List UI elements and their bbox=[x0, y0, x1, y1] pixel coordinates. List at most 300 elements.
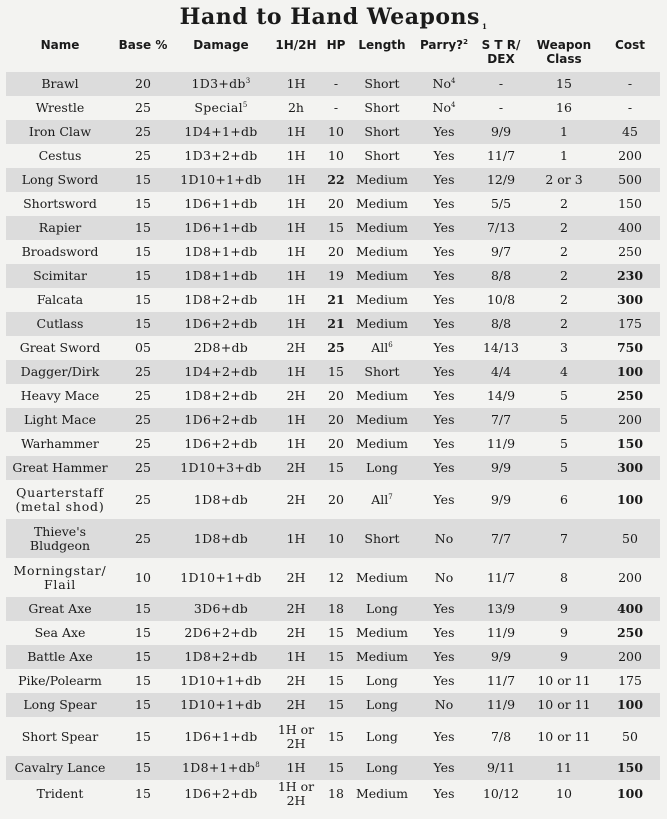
base-value: 25 bbox=[135, 388, 151, 403]
cell-parry bbox=[414, 72, 474, 96]
hp-value: 15 bbox=[328, 673, 344, 688]
base-value: 15 bbox=[135, 601, 151, 616]
weapon-name: Long Spear bbox=[23, 697, 97, 712]
length-value: Medium bbox=[355, 436, 409, 451]
cell-hp bbox=[322, 558, 350, 597]
cell-base bbox=[114, 216, 172, 240]
cell-hand bbox=[270, 408, 322, 432]
length-value: All bbox=[371, 340, 389, 355]
strdex-value: 8/8 bbox=[490, 268, 512, 283]
weapon-name-line2: Flail bbox=[43, 576, 77, 592]
cell-cost bbox=[600, 192, 660, 216]
cell-name bbox=[6, 216, 114, 240]
cell-weapon-class bbox=[528, 432, 600, 456]
strdex-value: 11/9 bbox=[486, 697, 516, 712]
hp-value: 19 bbox=[328, 268, 344, 283]
parry-value: Yes bbox=[433, 124, 455, 139]
col-header-hp: HP bbox=[326, 38, 346, 52]
cell-damage bbox=[172, 756, 270, 780]
cell-hand bbox=[270, 240, 322, 264]
cell-parry bbox=[414, 360, 474, 384]
cell-strdex bbox=[474, 456, 528, 480]
table-row bbox=[6, 192, 660, 216]
cell-hand bbox=[270, 597, 322, 621]
weapon-name: Light Mace bbox=[24, 412, 96, 427]
length-value: Medium bbox=[355, 316, 409, 331]
parry-value: Yes bbox=[433, 625, 455, 640]
cell-damage bbox=[172, 264, 270, 288]
cell-name bbox=[6, 621, 114, 645]
cell-length bbox=[350, 96, 414, 120]
cell-length bbox=[350, 168, 414, 192]
cell-cost bbox=[600, 72, 660, 96]
cell-strdex bbox=[474, 96, 528, 120]
cell-parry bbox=[414, 645, 474, 669]
cell-name bbox=[6, 384, 114, 408]
cell-hp bbox=[322, 408, 350, 432]
table-row bbox=[6, 669, 660, 693]
cost-value: 750 bbox=[616, 340, 644, 355]
table-row bbox=[6, 288, 660, 312]
cost-value: 200 bbox=[618, 569, 642, 585]
weapon-class-value: 8 bbox=[560, 569, 568, 585]
parry-value: No bbox=[434, 697, 454, 712]
cost-value: 50 bbox=[622, 728, 638, 744]
damage-value: 1D6+1+db bbox=[184, 220, 258, 235]
hp-value: 20 bbox=[328, 436, 344, 451]
cell-hp bbox=[322, 192, 350, 216]
weapon-class-value: 16 bbox=[556, 100, 572, 115]
cell-name bbox=[6, 72, 114, 96]
cell-length bbox=[350, 240, 414, 264]
hp-value: 18 bbox=[328, 601, 344, 616]
cell-length bbox=[350, 480, 414, 519]
cell-parry bbox=[414, 693, 474, 717]
cell-strdex bbox=[474, 597, 528, 621]
cost-value: 150 bbox=[618, 196, 642, 211]
cell-hp bbox=[322, 480, 350, 519]
damage-value: 3D6+db bbox=[193, 601, 249, 616]
cost-value: 400 bbox=[618, 220, 642, 235]
cell-weapon-class bbox=[528, 312, 600, 336]
cell-damage bbox=[172, 312, 270, 336]
cell-length bbox=[350, 72, 414, 96]
cell-length bbox=[350, 780, 414, 808]
damage-value: 1D6+1+db bbox=[184, 728, 258, 744]
hand-value: 1H bbox=[286, 649, 306, 664]
strdex-value: 10/12 bbox=[482, 786, 520, 801]
cost-value: 45 bbox=[622, 124, 638, 139]
weapon-class-value: 10 bbox=[556, 786, 572, 801]
cell-hp bbox=[322, 72, 350, 96]
weapon-name: Quarterstaff bbox=[16, 484, 104, 500]
cell-parry bbox=[414, 408, 474, 432]
cell-weapon-class bbox=[528, 645, 600, 669]
base-value: 25 bbox=[135, 460, 151, 475]
cell-parry bbox=[414, 288, 474, 312]
cell-parry bbox=[414, 120, 474, 144]
hp-value: 15 bbox=[328, 364, 344, 379]
hand-value: 2H bbox=[286, 625, 306, 640]
base-value: 25 bbox=[135, 124, 151, 139]
cell-name bbox=[6, 717, 114, 756]
cell-name bbox=[6, 519, 114, 558]
weapon-class-value: 1 bbox=[560, 148, 568, 163]
hand-value: 1H bbox=[286, 316, 306, 331]
base-value: 15 bbox=[135, 172, 151, 187]
damage-value: 1D8+2+db bbox=[184, 649, 258, 664]
cell-strdex bbox=[474, 480, 528, 519]
parry-value: Yes bbox=[433, 148, 455, 163]
cell-strdex bbox=[474, 693, 528, 717]
weapon-name: Cavalry Lance bbox=[14, 760, 106, 775]
header-row bbox=[6, 34, 660, 72]
parry-value: Yes bbox=[433, 649, 455, 664]
cell-base bbox=[114, 360, 172, 384]
weapon-class-value: 15 bbox=[556, 76, 572, 91]
weapon-class-value: 2 bbox=[560, 220, 568, 235]
weapon-class-value: 11 bbox=[556, 760, 572, 775]
cell-hp bbox=[322, 780, 350, 808]
hand-value: 1H bbox=[286, 76, 306, 91]
cell-length bbox=[350, 519, 414, 558]
cost-value: 150 bbox=[616, 436, 644, 451]
damage-value: 1D8+1+db bbox=[184, 268, 258, 283]
weapon-class-value: 2 bbox=[560, 292, 568, 307]
cell-cost bbox=[600, 336, 660, 360]
cell-weapon-class bbox=[528, 780, 600, 808]
cost-value: 250 bbox=[616, 388, 644, 403]
cell-weapon-class bbox=[528, 144, 600, 168]
hand-value: 1H bbox=[286, 196, 306, 211]
cell-hand bbox=[270, 168, 322, 192]
cell-hp bbox=[322, 120, 350, 144]
hp-value: 22 bbox=[327, 172, 345, 187]
cell-base bbox=[114, 240, 172, 264]
hp-value: 20 bbox=[328, 244, 344, 259]
cell-strdex bbox=[474, 216, 528, 240]
hp-value: 12 bbox=[328, 569, 344, 585]
cell-length bbox=[350, 717, 414, 756]
cell-strdex bbox=[474, 717, 528, 756]
cell-hand bbox=[270, 264, 322, 288]
cell-cost bbox=[600, 264, 660, 288]
damage-value: 1D10+3+db bbox=[180, 460, 262, 475]
cost-value: 200 bbox=[618, 412, 642, 427]
table-row bbox=[6, 456, 660, 480]
cell-cost bbox=[600, 456, 660, 480]
parry-value: No bbox=[434, 569, 454, 585]
hand-value: 1H bbox=[286, 148, 306, 163]
damage-value: 1D6+2+db bbox=[184, 786, 258, 801]
cell-hp bbox=[322, 96, 350, 120]
cost-value: 250 bbox=[618, 244, 642, 259]
weapon-class-value: 10 or 11 bbox=[537, 673, 591, 688]
length-value: Long bbox=[366, 728, 398, 744]
cell-name bbox=[6, 456, 114, 480]
cost-value: 250 bbox=[616, 625, 644, 640]
col-header-weapon-class: Weapon Class bbox=[536, 38, 592, 66]
cell-length bbox=[350, 432, 414, 456]
cell-parry bbox=[414, 96, 474, 120]
cell-length bbox=[350, 558, 414, 597]
cell-weapon-class bbox=[528, 264, 600, 288]
cell-base bbox=[114, 780, 172, 808]
parry-value: Yes bbox=[433, 244, 455, 259]
damage-value: 1D10+1+db bbox=[180, 172, 262, 187]
cell-weapon-class bbox=[528, 288, 600, 312]
base-value: 15 bbox=[135, 292, 151, 307]
cell-strdex bbox=[474, 144, 528, 168]
cell-weapon-class bbox=[528, 96, 600, 120]
cost-value: 50 bbox=[622, 530, 638, 546]
cell-hp bbox=[322, 519, 350, 558]
parry-value: No bbox=[432, 100, 451, 115]
base-value: 15 bbox=[135, 220, 151, 235]
hp-value: 10 bbox=[328, 530, 344, 546]
cell-weapon-class bbox=[528, 384, 600, 408]
hand-value: 1H bbox=[286, 124, 306, 139]
length-value: Short bbox=[364, 124, 400, 139]
table-row bbox=[6, 240, 660, 264]
cost-value: 100 bbox=[616, 364, 644, 379]
base-value: 25 bbox=[135, 100, 151, 115]
weapon-name: Sea Axe bbox=[34, 625, 86, 640]
table-row bbox=[6, 120, 660, 144]
strdex-value: 12/9 bbox=[486, 172, 516, 187]
cell-hand bbox=[270, 120, 322, 144]
cell-damage bbox=[172, 669, 270, 693]
cell-cost bbox=[600, 288, 660, 312]
cost-value: 200 bbox=[618, 649, 642, 664]
cell-weapon-class bbox=[528, 558, 600, 597]
cell-cost bbox=[600, 144, 660, 168]
weapon-class-value: 9 bbox=[560, 649, 568, 664]
cell-name bbox=[6, 669, 114, 693]
parry-value: Yes bbox=[433, 196, 455, 211]
parry-value: Yes bbox=[433, 728, 455, 744]
damage-value: 1D8+2+db bbox=[184, 388, 258, 403]
parry-value: Yes bbox=[433, 172, 455, 187]
cell-strdex bbox=[474, 645, 528, 669]
cell-base bbox=[114, 192, 172, 216]
base-value: 25 bbox=[135, 148, 151, 163]
cost-value: 100 bbox=[616, 786, 644, 801]
cell-damage bbox=[172, 645, 270, 669]
cell-hp bbox=[322, 717, 350, 756]
cell-damage bbox=[172, 96, 270, 120]
cell-hand bbox=[270, 312, 322, 336]
cost-value: 100 bbox=[616, 491, 644, 507]
length-value: Long bbox=[366, 697, 398, 712]
cell-name bbox=[6, 264, 114, 288]
cell-strdex bbox=[474, 756, 528, 780]
cell-strdex bbox=[474, 558, 528, 597]
cell-length bbox=[350, 669, 414, 693]
hand-value: 1H bbox=[286, 412, 306, 427]
hp-value: 10 bbox=[328, 148, 344, 163]
strdex-value: 5/5 bbox=[490, 196, 512, 211]
cell-name bbox=[6, 480, 114, 519]
hand-value: 1H bbox=[286, 244, 306, 259]
table-row bbox=[6, 168, 660, 192]
cell-cost bbox=[600, 168, 660, 192]
cell-base bbox=[114, 717, 172, 756]
cell-weapon-class bbox=[528, 456, 600, 480]
cell-length bbox=[350, 264, 414, 288]
weapon-class-value: 9 bbox=[560, 625, 568, 640]
weapon-name: Great Hammer bbox=[12, 460, 108, 475]
weapon-class-value: 2 bbox=[560, 268, 568, 283]
cell-parry bbox=[414, 456, 474, 480]
table-body bbox=[6, 72, 660, 808]
parry-value: Yes bbox=[433, 292, 455, 307]
weapon-class-value: 9 bbox=[560, 601, 568, 616]
length-value: Short bbox=[364, 148, 400, 163]
weapon-name: Broadsword bbox=[21, 244, 99, 259]
base-value: 15 bbox=[135, 760, 151, 775]
cell-hand bbox=[270, 669, 322, 693]
table-row bbox=[6, 780, 660, 808]
cell-parry bbox=[414, 558, 474, 597]
weapon-name: Cutlass bbox=[36, 316, 84, 331]
cell-base bbox=[114, 558, 172, 597]
weapon-class-value: 2 bbox=[560, 316, 568, 331]
cell-cost bbox=[600, 216, 660, 240]
weapon-name: Battle Axe bbox=[27, 649, 93, 664]
cell-hp bbox=[322, 360, 350, 384]
hand-value: 2H bbox=[286, 460, 306, 475]
cell-base bbox=[114, 312, 172, 336]
length-value: Medium bbox=[355, 196, 409, 211]
cell-parry bbox=[414, 480, 474, 519]
cell-base bbox=[114, 597, 172, 621]
base-value: 15 bbox=[135, 268, 151, 283]
cell-hp bbox=[322, 288, 350, 312]
table-row bbox=[6, 558, 660, 597]
cost-value: - bbox=[627, 100, 633, 115]
cell-base bbox=[114, 621, 172, 645]
cell-cost bbox=[600, 120, 660, 144]
table-header bbox=[6, 34, 660, 72]
strdex-value: 9/9 bbox=[490, 649, 512, 664]
strdex-value: 7/7 bbox=[490, 412, 512, 427]
table-row bbox=[6, 336, 660, 360]
cell-name bbox=[6, 288, 114, 312]
cell-hand bbox=[270, 432, 322, 456]
damage-value: 1D6+1+db bbox=[184, 196, 258, 211]
cell-base bbox=[114, 693, 172, 717]
cell-weapon-class bbox=[528, 360, 600, 384]
strdex-value: - bbox=[498, 100, 504, 115]
hp-value: 18 bbox=[328, 786, 344, 801]
col-header-base: Base % bbox=[118, 38, 168, 52]
col-header-cost: Cost bbox=[615, 38, 645, 52]
weapon-class-value: 5 bbox=[560, 388, 568, 403]
damage-footnote: 3 bbox=[245, 76, 251, 85]
cell-cost bbox=[600, 558, 660, 597]
parry-value: Yes bbox=[433, 601, 455, 616]
damage-value: 2D8+db bbox=[193, 340, 249, 355]
hand-value: 2H bbox=[286, 491, 306, 507]
hand-value: 1H bbox=[286, 172, 306, 187]
hp-value: 15 bbox=[328, 697, 344, 712]
table-row bbox=[6, 432, 660, 456]
cell-strdex bbox=[474, 669, 528, 693]
weapon-name: Long Sword bbox=[21, 172, 99, 187]
cell-hp bbox=[322, 432, 350, 456]
cell-damage bbox=[172, 480, 270, 519]
cell-weapon-class bbox=[528, 216, 600, 240]
base-value: 15 bbox=[135, 786, 151, 801]
parry-value: Yes bbox=[433, 316, 455, 331]
length-value: Medium bbox=[355, 268, 409, 283]
col-header-hand: 1H/2H bbox=[275, 38, 317, 52]
cell-cost bbox=[600, 693, 660, 717]
cell-parry bbox=[414, 144, 474, 168]
base-value: 25 bbox=[135, 491, 151, 507]
strdex-value: 11/7 bbox=[486, 569, 516, 585]
table-row bbox=[6, 96, 660, 120]
parry-value: Yes bbox=[433, 460, 455, 475]
parry-value: Yes bbox=[433, 364, 455, 379]
cell-damage bbox=[172, 693, 270, 717]
cell-hp bbox=[322, 144, 350, 168]
weapon-class-value: 10 or 11 bbox=[537, 697, 591, 712]
cost-value: 100 bbox=[616, 697, 644, 712]
cell-strdex bbox=[474, 432, 528, 456]
weapon-class-value: 5 bbox=[560, 460, 568, 475]
col-header-damage: Damage bbox=[193, 38, 249, 52]
cell-base bbox=[114, 96, 172, 120]
cell-damage bbox=[172, 240, 270, 264]
hand-value: 2h bbox=[287, 100, 304, 115]
weapon-class-value: 5 bbox=[560, 412, 568, 427]
cell-base bbox=[114, 408, 172, 432]
length-value: Medium bbox=[355, 649, 409, 664]
base-value: 15 bbox=[135, 625, 151, 640]
cell-parry bbox=[414, 312, 474, 336]
weapon-name: Cestus bbox=[38, 148, 82, 163]
length-value: Short bbox=[364, 76, 400, 91]
cell-damage bbox=[172, 72, 270, 96]
hp-value: - bbox=[333, 76, 339, 91]
cell-weapon-class bbox=[528, 693, 600, 717]
table-row bbox=[6, 717, 660, 756]
cell-cost bbox=[600, 717, 660, 756]
table-row bbox=[6, 312, 660, 336]
hp-value: 20 bbox=[328, 196, 344, 211]
cell-hp bbox=[322, 669, 350, 693]
weapon-name: Rapier bbox=[38, 220, 82, 235]
base-value: 15 bbox=[135, 673, 151, 688]
hp-value: 15 bbox=[328, 460, 344, 475]
cell-damage bbox=[172, 432, 270, 456]
length-value: Medium bbox=[355, 625, 409, 640]
weapon-name-line2: (metal shod) bbox=[15, 498, 105, 514]
cell-cost bbox=[600, 408, 660, 432]
table-row bbox=[6, 693, 660, 717]
parry-value: Yes bbox=[433, 340, 455, 355]
cell-damage bbox=[172, 144, 270, 168]
strdex-value: 9/9 bbox=[490, 460, 512, 475]
damage-value: 1D3+db bbox=[191, 76, 246, 91]
hand-value: 1H bbox=[286, 364, 306, 379]
length-value: Long bbox=[366, 673, 398, 688]
cell-length bbox=[350, 756, 414, 780]
cell-hand bbox=[270, 336, 322, 360]
cell-length bbox=[350, 621, 414, 645]
